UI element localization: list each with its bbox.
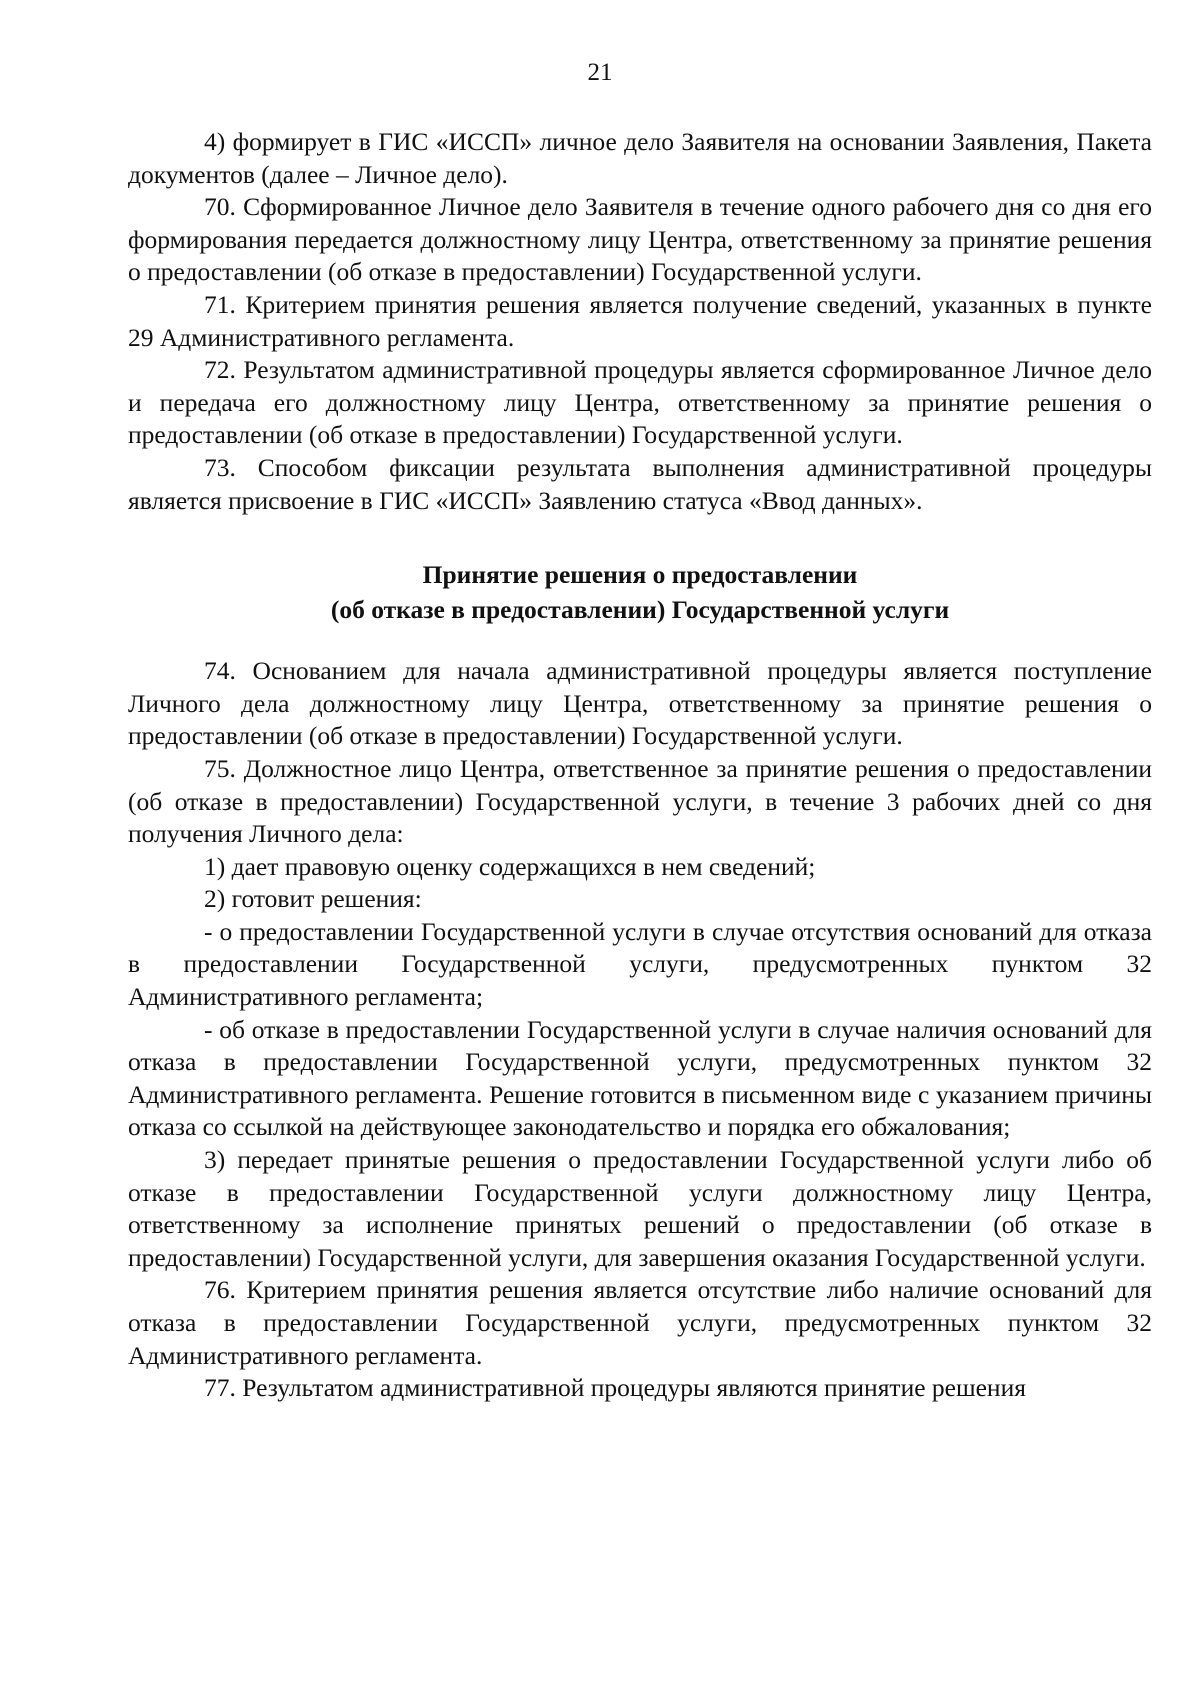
paragraph-75-item-2: 2) готовит решения:	[204, 884, 422, 914]
paragraph-75: 75. Должностное лицо Центра, ответственное за принятие решения о предоставлении (об отказе в предоставлении) Государственной услуги, в течение 3 рабочих дней со дня получения Личного дела:	[128, 753, 1152, 849]
paragraph-75-item-3: 3) передает принятые решения о предоставлении Государственной услуги либо об отказе в предоставлении Государственной услуги должностному лицу Центра, ответственному за исполнение принятых решений о предоставлении (об отказе в предоставлении) Государственной услуги, для завершения оказания Государственной услуги.	[128, 1145, 1152, 1272]
section-heading	[128, 557, 1152, 627]
page-number: 21	[587, 59, 613, 86]
section-heading-line-2: (об отказе в предоставлении) Государственной услуги	[330, 595, 950, 625]
paragraph-72: 72. Результатом административной процедуры является сформированное Личное дело и передача его должностному лицу Центра, ответственному за принятие решения о предоставлении (об отказе в предоставлении) Государственной услуги.	[128, 355, 1152, 450]
section-heading-line-1: Принятие решения о предоставлении	[422, 560, 858, 590]
paragraph-75-item-2-bullet-1: - о предоставлении Государственной услуги в случае отсутствия оснований для отказа в предоставлении Государственной услуги, предусмотренных пунктом 32 Административного регламента;	[128, 916, 1152, 1012]
paragraph-75-item-2-bullet-2: - об отказе в предоставлении Государственной услуги в случае наличия оснований для отказа в предоставлении Государственной услуги, предусмотренных пунктом 32 Административного регламента. Решение готовится в письменном виде с указанием причины отказа со ссылкой на действующее законодательство и порядка его обжалования;	[128, 1014, 1152, 1142]
paragraph-70: 70. Сформированное Личное дело Заявителя в течение одного рабочего дня со дня его формирования передается должностному лицу Центра, ответственному за принятие решения о предоставлении (об отказе в предоставлении) Государственной услуги.	[128, 192, 1152, 287]
paragraph-75-item-1: 1) дает правовую оценку содержащихся в нем сведений;	[204, 851, 816, 881]
paragraph-76: 76. Критерием принятия решения является отсутствие либо наличие оснований для отказа в предоставлении Государственной услуги, предусмотренных пунктом 32 Административного регламента.	[128, 1275, 1152, 1370]
paragraph-item-4: 4) формирует в ГИС «ИССП» личное дело Заявителя на основании Заявления, Пакета документов (далее – Личное дело).	[128, 127, 1152, 189]
paragraph-74: 74. Основанием для начала административной процедуры является поступление Личного дела должностному лицу Центра, ответственному за принятие решения о предоставлении (об отказе в предоставлении) Государственной услуги.	[128, 656, 1152, 751]
paragraph-71: 71. Критерием принятия решения является получение сведений, указанных в пункте 29 Административного регламента.	[128, 289, 1152, 352]
paragraph-73: 73. Способом фиксации результата выполнения административной процедуры является присвоение в ГИС «ИССП» Заявлению статуса «Ввод данных».	[128, 452, 1152, 515]
document-body	[128, 126, 1152, 1405]
paragraph-77: 77. Результатом административной процедуры являются принятие решения	[204, 1373, 1026, 1403]
